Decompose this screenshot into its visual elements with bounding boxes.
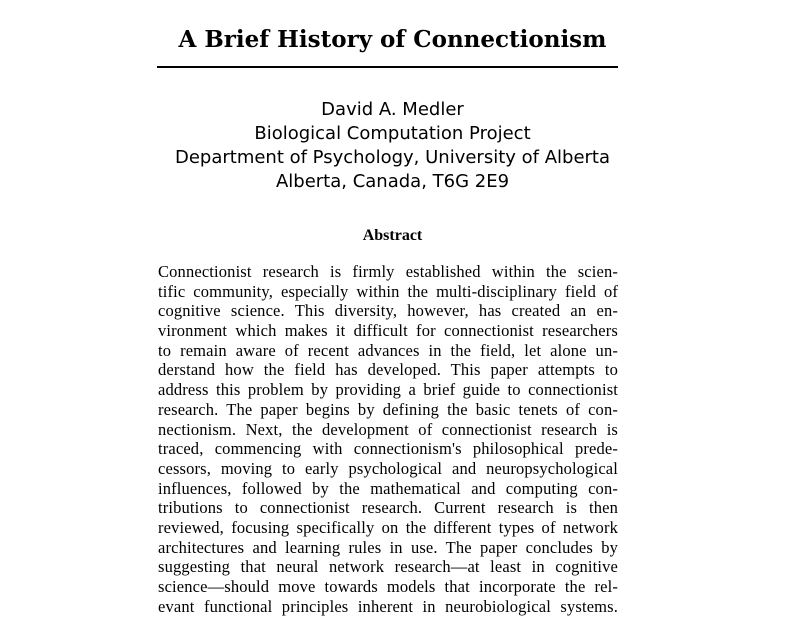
abstract-line: tributions to connectionist research. Current research is then — [158, 498, 618, 518]
abstract-line: architectures and learning rules in use. The paper concludes by — [158, 537, 618, 557]
author-name: David A. Medler — [321, 99, 464, 120]
abstract-line: cognitive science. This diversity, however, has created an en- — [158, 301, 618, 321]
abstract-line: cessors, moving to early psychological and neuropsychological — [158, 458, 618, 478]
author-block — [0, 98, 785, 194]
abstract-line: nectionism. Next, the development of connectionist research is — [158, 419, 618, 439]
abstract-line: address this problem by providing a brief guide to connectionist — [158, 380, 618, 400]
abstract-heading: Abstract — [362, 227, 423, 244]
author-affiliation-department: Department of Psychology, University of Alberta — [174, 147, 611, 168]
author-address: Alberta, Canada, T6G 2E9 — [275, 171, 510, 192]
abstract-line: suggesting that neural network research—at least in cognitive — [158, 557, 618, 577]
abstract-body — [158, 262, 618, 616]
abstract-line: tific community, especially within the multi-disciplinary field of — [158, 281, 618, 301]
abstract-line: evant functional principles inherent in neurobiological systems. — [158, 596, 618, 616]
title-rule — [157, 66, 618, 68]
abstract-line: derstand how the field has developed. This paper attempts to — [158, 360, 618, 380]
abstract-line: Connectionist research is firmly established within the scien- — [158, 262, 618, 281]
abstract-line: traced, commencing with connectionism's philosophical prede- — [158, 439, 618, 459]
abstract-line: research. The paper begins by defining the basic tenets of con- — [158, 399, 618, 419]
paper-title: A Brief History of Connectionism — [178, 26, 607, 53]
abstract-line: reviewed, focusing specifically on the different types of network — [158, 517, 618, 537]
author-affiliation-project: Biological Computation Project — [254, 123, 531, 144]
abstract-line: influences, followed by the mathematical and computing con- — [158, 478, 618, 498]
abstract-line: vironment which makes it difficult for connectionist researchers — [158, 321, 618, 341]
abstract-line: science—should move towards models that incorporate the rel- — [158, 577, 618, 596]
abstract-line: to remain aware of recent advances in the field, let alone un- — [158, 340, 618, 360]
